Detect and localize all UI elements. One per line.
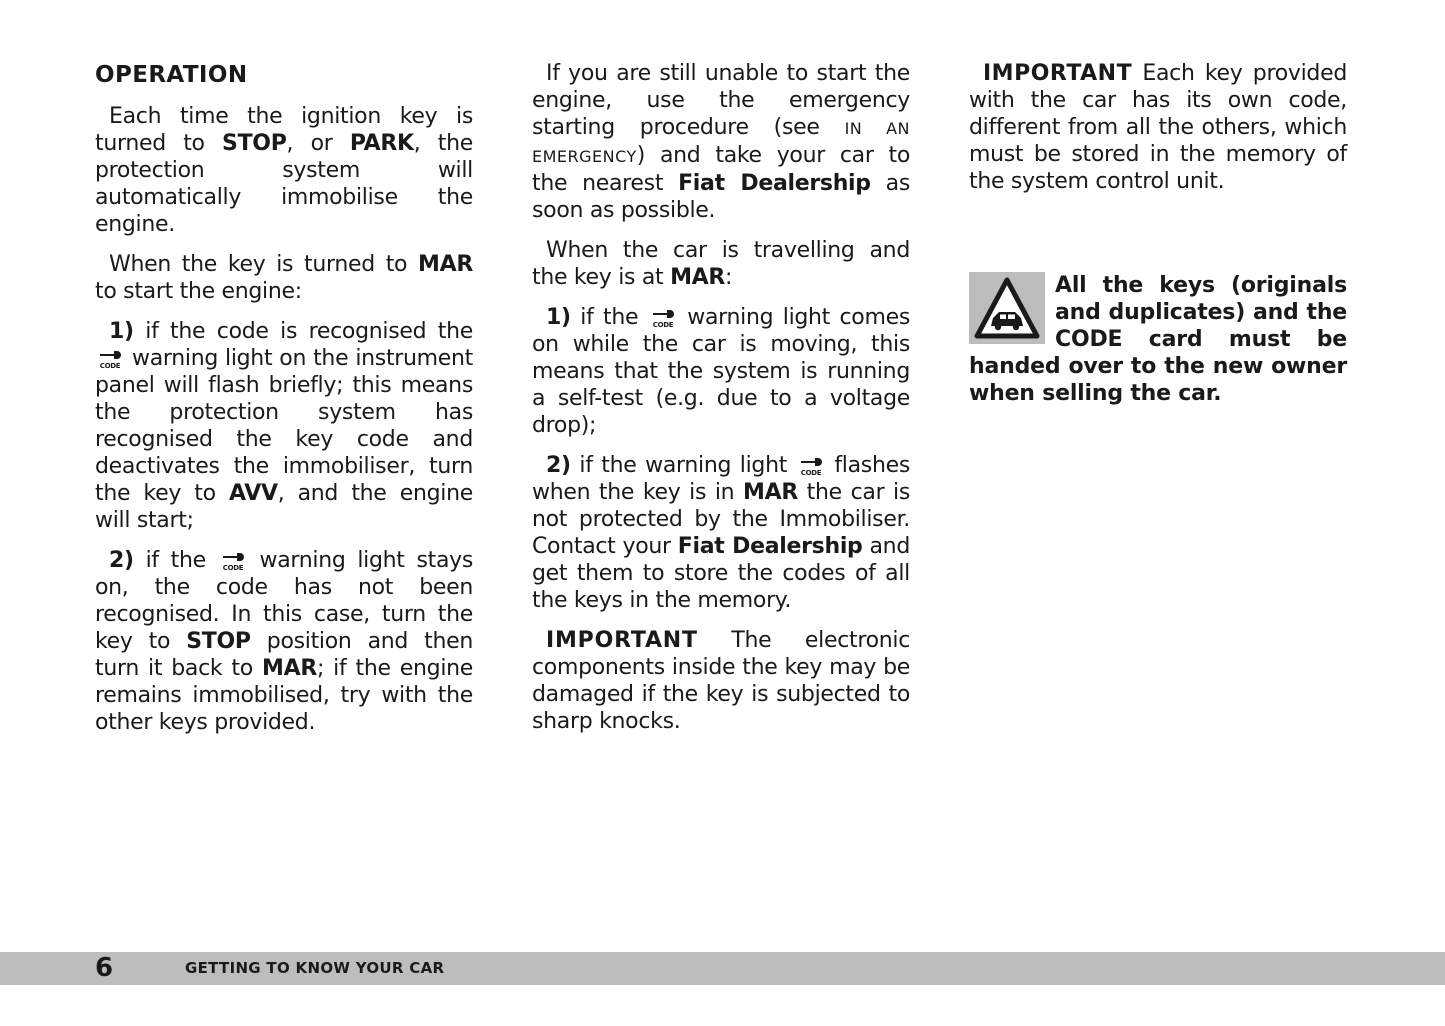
code-key-warning-icon (218, 549, 248, 571)
code-key-warning-icon (796, 454, 826, 476)
column-1 (95, 60, 473, 749)
important-note: IMPORTANT The electronic components inside the key may be damaged if the key is subjected to sharp knocks. (532, 628, 910, 734)
paragraph: When the key is turned to MAR to start the engine: (95, 252, 473, 304)
svg-text:CODE: CODE (222, 564, 243, 571)
paragraph: Each time the ignition key is turned to STOP, or PARK, the protection system will automatically immobilise the engine. (95, 104, 473, 237)
page-footer (0, 952, 1445, 985)
svg-text:CODE: CODE (800, 469, 821, 476)
svg-text:CODE: CODE (99, 362, 121, 369)
code-key-warning-icon (648, 306, 678, 328)
warning-text: All the keys (originals and duplicates) and the CODE card must be handed over to the new owner when selling the car. (969, 273, 1347, 406)
paragraph: If you are still unable to start the engine, use the emergency starting procedure (see IN AN EMERGENCY) and take your car to the nearest Fiat Dealership as soon as possible. (532, 61, 911, 223)
list-item: 1) if the CODE warning light comes on while the car is moving, this means that the system is running a self-test (e.g. due to a voltage drop); (532, 305, 910, 438)
section-heading-operation: OPERATION (95, 62, 248, 88)
warning-triangle-car-icon (969, 272, 1045, 344)
section-title: GETTING TO KNOW YOUR CAR (185, 959, 445, 977)
paragraph: When the car is travelling and the key is at MAR: (532, 238, 910, 290)
cross-reference: IN AN EMERGENCY (532, 119, 911, 166)
important-note: IMPORTANT Each key provided with the car has its own code, different from all the others, which must be stored in the memory of the system control unit. (969, 61, 1347, 194)
column-3 (969, 60, 1347, 208)
code-key-warning-icon (95, 347, 125, 369)
list-item: 1) if the code is recognised the CODE warning light on the instrument panel will flash briefly; this means the protection system has recognised the key code and deactivates the immobiliser, turn the key to AVV, and the engine will start; (95, 319, 473, 533)
page-number: 6 (95, 953, 114, 983)
list-item: 2) if the warning light CODE flashes when the key is in MAR the car is not protected by the Immobiliser. Contact your Fiat Dealership and get them to store the codes of all the keys in the memory. (532, 453, 910, 613)
warning-box (969, 272, 1347, 407)
column-2 (532, 60, 910, 748)
svg-text:CODE: CODE (652, 321, 673, 328)
list-item: 2) if the CODE warning light stays on, the code has not been recognised. In this case, turn the key to STOP position and then turn it back to MAR; if the engine remains immobilised, try with the other keys provided. (95, 548, 474, 735)
